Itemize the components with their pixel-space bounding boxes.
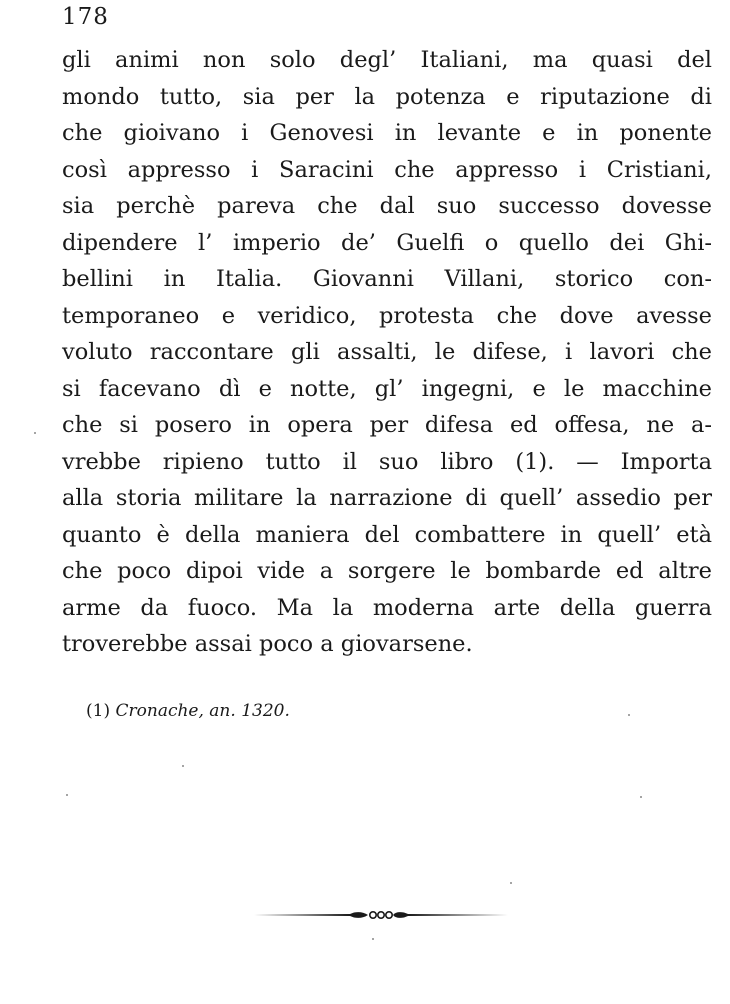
text-line: sia perchè pareva che dal suo successo dovesse bbox=[62, 193, 712, 219]
footnote-source: Cronache, bbox=[115, 701, 204, 721]
text-line: quanto è della maniera del combattere in quell’ età bbox=[62, 521, 712, 548]
footnote bbox=[86, 703, 290, 720]
body-text bbox=[62, 42, 712, 663]
paper-speck bbox=[640, 796, 642, 798]
text-line: alla storia militare la narrazione di quell’ assedio per bbox=[62, 485, 712, 511]
text-line: che gioivano i Genovesi in levante e in ponente bbox=[62, 120, 712, 146]
tailpiece-ornament-icon bbox=[250, 908, 508, 922]
paper-speck bbox=[34, 432, 36, 434]
text-line: vrebbe ripieno tutto il suo libro (1). — Importa bbox=[62, 448, 712, 475]
text-line: troverebbe assai poco a giovarsene. bbox=[62, 631, 473, 657]
text-line: bellini in Italia. Giovanni Villani, storico con- bbox=[62, 266, 712, 292]
text-line: mondo tutto, sia per la potenza e riputazione di bbox=[62, 83, 712, 110]
footnote-marker: (1) bbox=[86, 701, 111, 721]
paper-speck bbox=[510, 882, 512, 884]
text-line: si facevano dì e notte, gl’ ingegni, e le macchine bbox=[62, 375, 712, 402]
footnote-detail: an. 1320. bbox=[209, 701, 290, 721]
paper-speck bbox=[66, 794, 68, 796]
paper-speck bbox=[628, 714, 630, 716]
text-line: così appresso i Saracini che appresso i Cristiani, bbox=[62, 156, 712, 183]
text-line: dipendere l’ imperio de’ Guelfi o quello dei Ghi- bbox=[62, 229, 712, 256]
text-line: che poco dipoi vide a sorgere le bombarde ed altre bbox=[62, 558, 712, 584]
paper-speck bbox=[182, 765, 184, 767]
text-line: temporaneo e veridico, protesta che dove avesse bbox=[62, 302, 712, 329]
paper-speck bbox=[372, 938, 374, 940]
page-number: 178 bbox=[62, 4, 109, 30]
text-line: voluto raccontare gli assalti, le difese, i lavori che bbox=[62, 339, 712, 365]
text-line: gli animi non solo degl’ Italiani, ma quasi del bbox=[62, 47, 712, 73]
text-line: arme da fuoco. Ma la moderna arte della guerra bbox=[62, 594, 712, 621]
text-line: che si posero in opera per difesa ed offesa, ne a- bbox=[62, 412, 712, 438]
